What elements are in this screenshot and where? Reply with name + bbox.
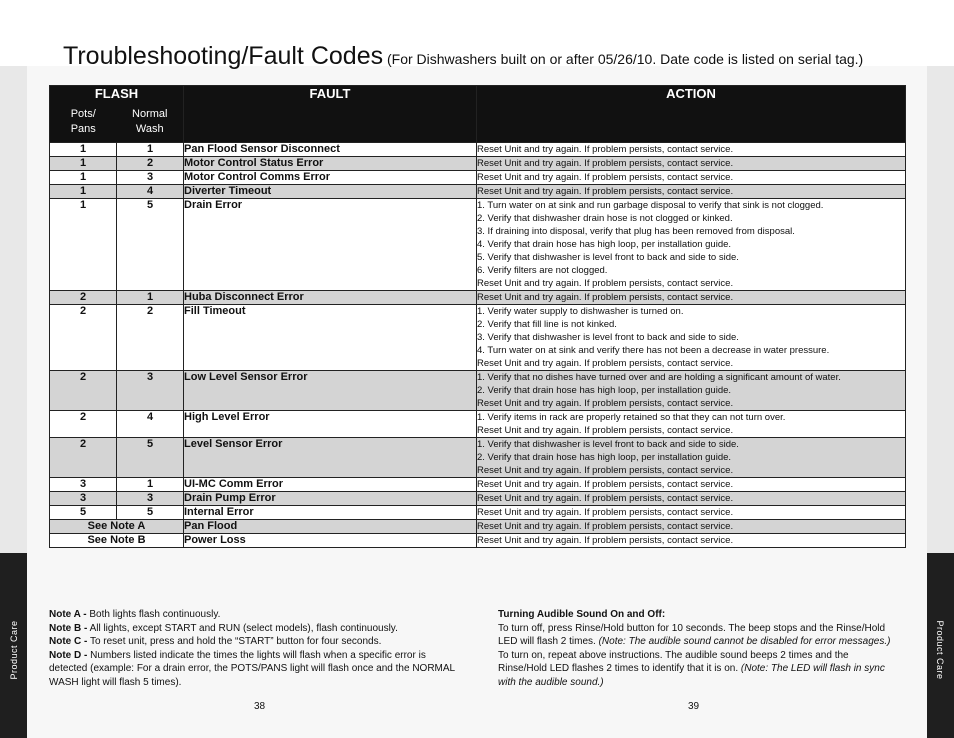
flash-header-label: FLASH — [94, 86, 139, 101]
action-line: Reset Unit and try again. If problem persists, contact service. — [477, 186, 734, 197]
action-line: Reset Unit and try again. If problem persists, contact service. — [477, 425, 734, 436]
table-row — [50, 171, 906, 185]
action-line: 6. Verify filters are not clogged. — [477, 265, 608, 276]
action-line: Reset Unit and try again. If problem persists, contact service. — [477, 479, 734, 490]
action-cell — [477, 492, 906, 506]
pots-pans-flash-cell: 1 — [50, 171, 117, 185]
note-b: Note B - All lights, except START and RUN (select models), flash continuously. — [49, 622, 398, 634]
normal-wash-flash-cell: 3 — [117, 371, 184, 411]
table-row — [50, 438, 906, 478]
normal-wash-flash-cell: 4 — [117, 185, 184, 199]
action-line: 3. If draining into disposal, verify that plug has been removed from disposal. — [477, 226, 795, 237]
fault-cell: Huba Disconnect Error — [184, 291, 477, 305]
fault-cell: Motor Control Status Error — [184, 157, 477, 171]
action-line: Reset Unit and try again. If problem persists, contact service. — [477, 465, 734, 476]
action-line: Reset Unit and try again. If problem persists, contact service. — [477, 398, 734, 409]
action-line: 2. Verify that drain hose has high loop, per installation guide. — [477, 452, 732, 463]
page-number-left: 38 — [254, 701, 266, 712]
table-row — [50, 143, 906, 157]
fault-cell: Diverter Timeout — [184, 185, 477, 199]
note-c: Note C - To reset unit, press and hold the “START” button for four seconds. — [49, 636, 382, 647]
table-row — [50, 411, 906, 438]
action-line: Reset Unit and try again. If problem persists, contact service. — [477, 535, 734, 546]
action-cell — [477, 143, 906, 157]
notes-section — [49, 608, 459, 689]
audible-heading: Turning Audible Sound On and Off: — [498, 609, 666, 620]
action-line: Reset Unit and try again. If problem persists, contact service. — [477, 358, 734, 369]
table-row — [50, 492, 906, 506]
fault-header: FAULT — [184, 86, 477, 143]
action-cell — [477, 371, 906, 411]
action-line: Reset Unit and try again. If problem persists, contact service. — [477, 278, 734, 289]
action-line: 1. Verify that no dishes have turned over and are holding a significant amount of water. — [477, 372, 841, 383]
action-cell — [477, 171, 906, 185]
pots-pans-flash-cell: 1 — [50, 199, 117, 291]
table-row — [50, 506, 906, 520]
action-line: Reset Unit and try again. If problem persists, contact service. — [477, 158, 734, 169]
pots-pans-flash-cell: 2 — [50, 291, 117, 305]
pots-pans-flash-cell: 2 — [50, 371, 117, 411]
action-line: Reset Unit and try again. If problem persists, contact service. — [477, 172, 734, 183]
pots-pans-flash-cell: 2 — [50, 438, 117, 478]
normal-wash-flash-cell: 2 — [117, 157, 184, 171]
action-cell — [477, 411, 906, 438]
fault-cell: Pan Flood Sensor Disconnect — [184, 143, 477, 157]
page-number-right: 39 — [688, 701, 700, 712]
table-row — [50, 371, 906, 411]
action-cell — [477, 185, 906, 199]
table-row — [50, 534, 906, 548]
page-title — [63, 42, 863, 71]
normal-wash-flash-cell: 4 — [117, 411, 184, 438]
pots-pans-flash-cell: 1 — [50, 143, 117, 157]
audible-body: To turn off, press Rinse/Hold button for 10 seconds. The beep stops and the Rinse/Hold LED will flash 2 times. (Note: The audible sound cannot be disabled for error messages.) To turn on, repeat above instructions. The audible sound beeps 2 times and the Rinse/Hold LED flashes 2 times to identify that it is on. (Note: The LED will flash in sync with the audible sound.) — [498, 622, 891, 688]
note-a: Note A - Both lights flash continuously. — [49, 609, 221, 620]
action-line: Reset Unit and try again. If problem persists, contact service. — [477, 292, 734, 303]
fault-cell: Drain Error — [184, 199, 477, 291]
action-line: Reset Unit and try again. If problem persists, contact service. — [477, 493, 734, 504]
action-cell — [477, 506, 906, 520]
action-line: 1. Verify that dishwasher is level front to back and side to side. — [477, 439, 739, 450]
action-line: 1. Turn water on at sink and run garbage disposal to verify that sink is not clogged. — [477, 200, 824, 211]
note-d: Note D - Numbers listed indicate the times the lights will flash when a specific error is detected (example: For a drain error, the POTS/PANS light will flash once and the NORMAL WASH light will flash 5 times). — [49, 649, 455, 688]
audible-sound-section — [498, 608, 898, 689]
pots-pans-flash-cell: 2 — [50, 411, 117, 438]
fault-cell: Power Loss — [184, 534, 477, 548]
flash-header — [50, 86, 184, 143]
flash-note-cell: See Note B — [50, 534, 184, 548]
action-line: Reset Unit and try again. If problem persists, contact service. — [477, 507, 734, 518]
pots-pans-flash-cell: 3 — [50, 492, 117, 506]
fault-cell: Pan Flood — [184, 520, 477, 534]
action-cell — [477, 534, 906, 548]
action-cell — [477, 291, 906, 305]
fault-cell: Motor Control Comms Error — [184, 171, 477, 185]
fault-cell: Level Sensor Error — [184, 438, 477, 478]
pots-pans-flash-cell: 1 — [50, 157, 117, 171]
table-row — [50, 520, 906, 534]
action-cell — [477, 157, 906, 171]
normal-wash-flash-cell: 5 — [117, 438, 184, 478]
table-row — [50, 199, 906, 291]
fault-cell: UI-MC Comm Error — [184, 478, 477, 492]
normal-wash-header: Normal Wash — [132, 108, 168, 135]
table-row — [50, 157, 906, 171]
action-cell — [477, 478, 906, 492]
action-line: 4. Turn water on at sink and verify there has not been a decrease in water pressure. — [477, 345, 830, 356]
table-row — [50, 305, 906, 371]
action-line: 1. Verify water supply to dishwasher is turned on. — [477, 306, 684, 317]
side-label-left: Product Care — [9, 620, 19, 680]
fault-cell: Internal Error — [184, 506, 477, 520]
normal-wash-flash-cell: 3 — [117, 492, 184, 506]
table-row — [50, 291, 906, 305]
action-line: 5. Verify that dishwasher is level front to back and side to side. — [477, 252, 739, 263]
action-line: 2. Verify that drain hose has high loop, per installation guide. — [477, 385, 732, 396]
fault-cell: Drain Pump Error — [184, 492, 477, 506]
action-line: 2. Verify that fill line is not kinked. — [477, 319, 617, 330]
flash-note-cell: See Note A — [50, 520, 184, 534]
action-cell — [477, 520, 906, 534]
fault-cell: Fill Timeout — [184, 305, 477, 371]
normal-wash-flash-cell: 1 — [117, 291, 184, 305]
title-subtitle: (For Dishwashers built on or after 05/26/10. Date code is listed on serial tag.) — [383, 51, 864, 67]
normal-wash-flash-cell: 3 — [117, 171, 184, 185]
table-header-row — [50, 86, 906, 143]
action-line: 3. Verify that dishwasher is level front to back and side to side. — [477, 332, 739, 343]
side-label-right: Product Care — [935, 620, 945, 680]
action-line: 2. Verify that dishwasher drain hose is not clogged or kinked. — [477, 213, 733, 224]
table-row — [50, 185, 906, 199]
fault-code-table — [49, 85, 906, 548]
action-cell — [477, 199, 906, 291]
pots-pans-flash-cell: 5 — [50, 506, 117, 520]
action-line: Reset Unit and try again. If problem persists, contact service. — [477, 521, 734, 532]
action-header: ACTION — [477, 86, 906, 143]
fault-cell: High Level Error — [184, 411, 477, 438]
action-cell — [477, 438, 906, 478]
action-cell — [477, 305, 906, 371]
normal-wash-flash-cell: 1 — [117, 478, 184, 492]
action-line: 1. Verify items in rack are properly retained so that they can not turn over. — [477, 412, 786, 423]
normal-wash-flash-cell: 1 — [117, 143, 184, 157]
fault-cell: Low Level Sensor Error — [184, 371, 477, 411]
pots-pans-flash-cell: 1 — [50, 185, 117, 199]
title-main: Troubleshooting/Fault Codes — [63, 42, 384, 70]
action-line: Reset Unit and try again. If problem persists, contact service. — [477, 144, 734, 155]
normal-wash-flash-cell: 5 — [117, 199, 184, 291]
action-line: 4. Verify that drain hose has high loop, per installation guide. — [477, 239, 732, 250]
pots-pans-flash-cell: 2 — [50, 305, 117, 371]
table-row — [50, 478, 906, 492]
normal-wash-flash-cell: 5 — [117, 506, 184, 520]
pots-pans-flash-cell: 3 — [50, 478, 117, 492]
normal-wash-flash-cell: 2 — [117, 305, 184, 371]
pots-pans-header: Pots/ Pans — [70, 108, 96, 135]
